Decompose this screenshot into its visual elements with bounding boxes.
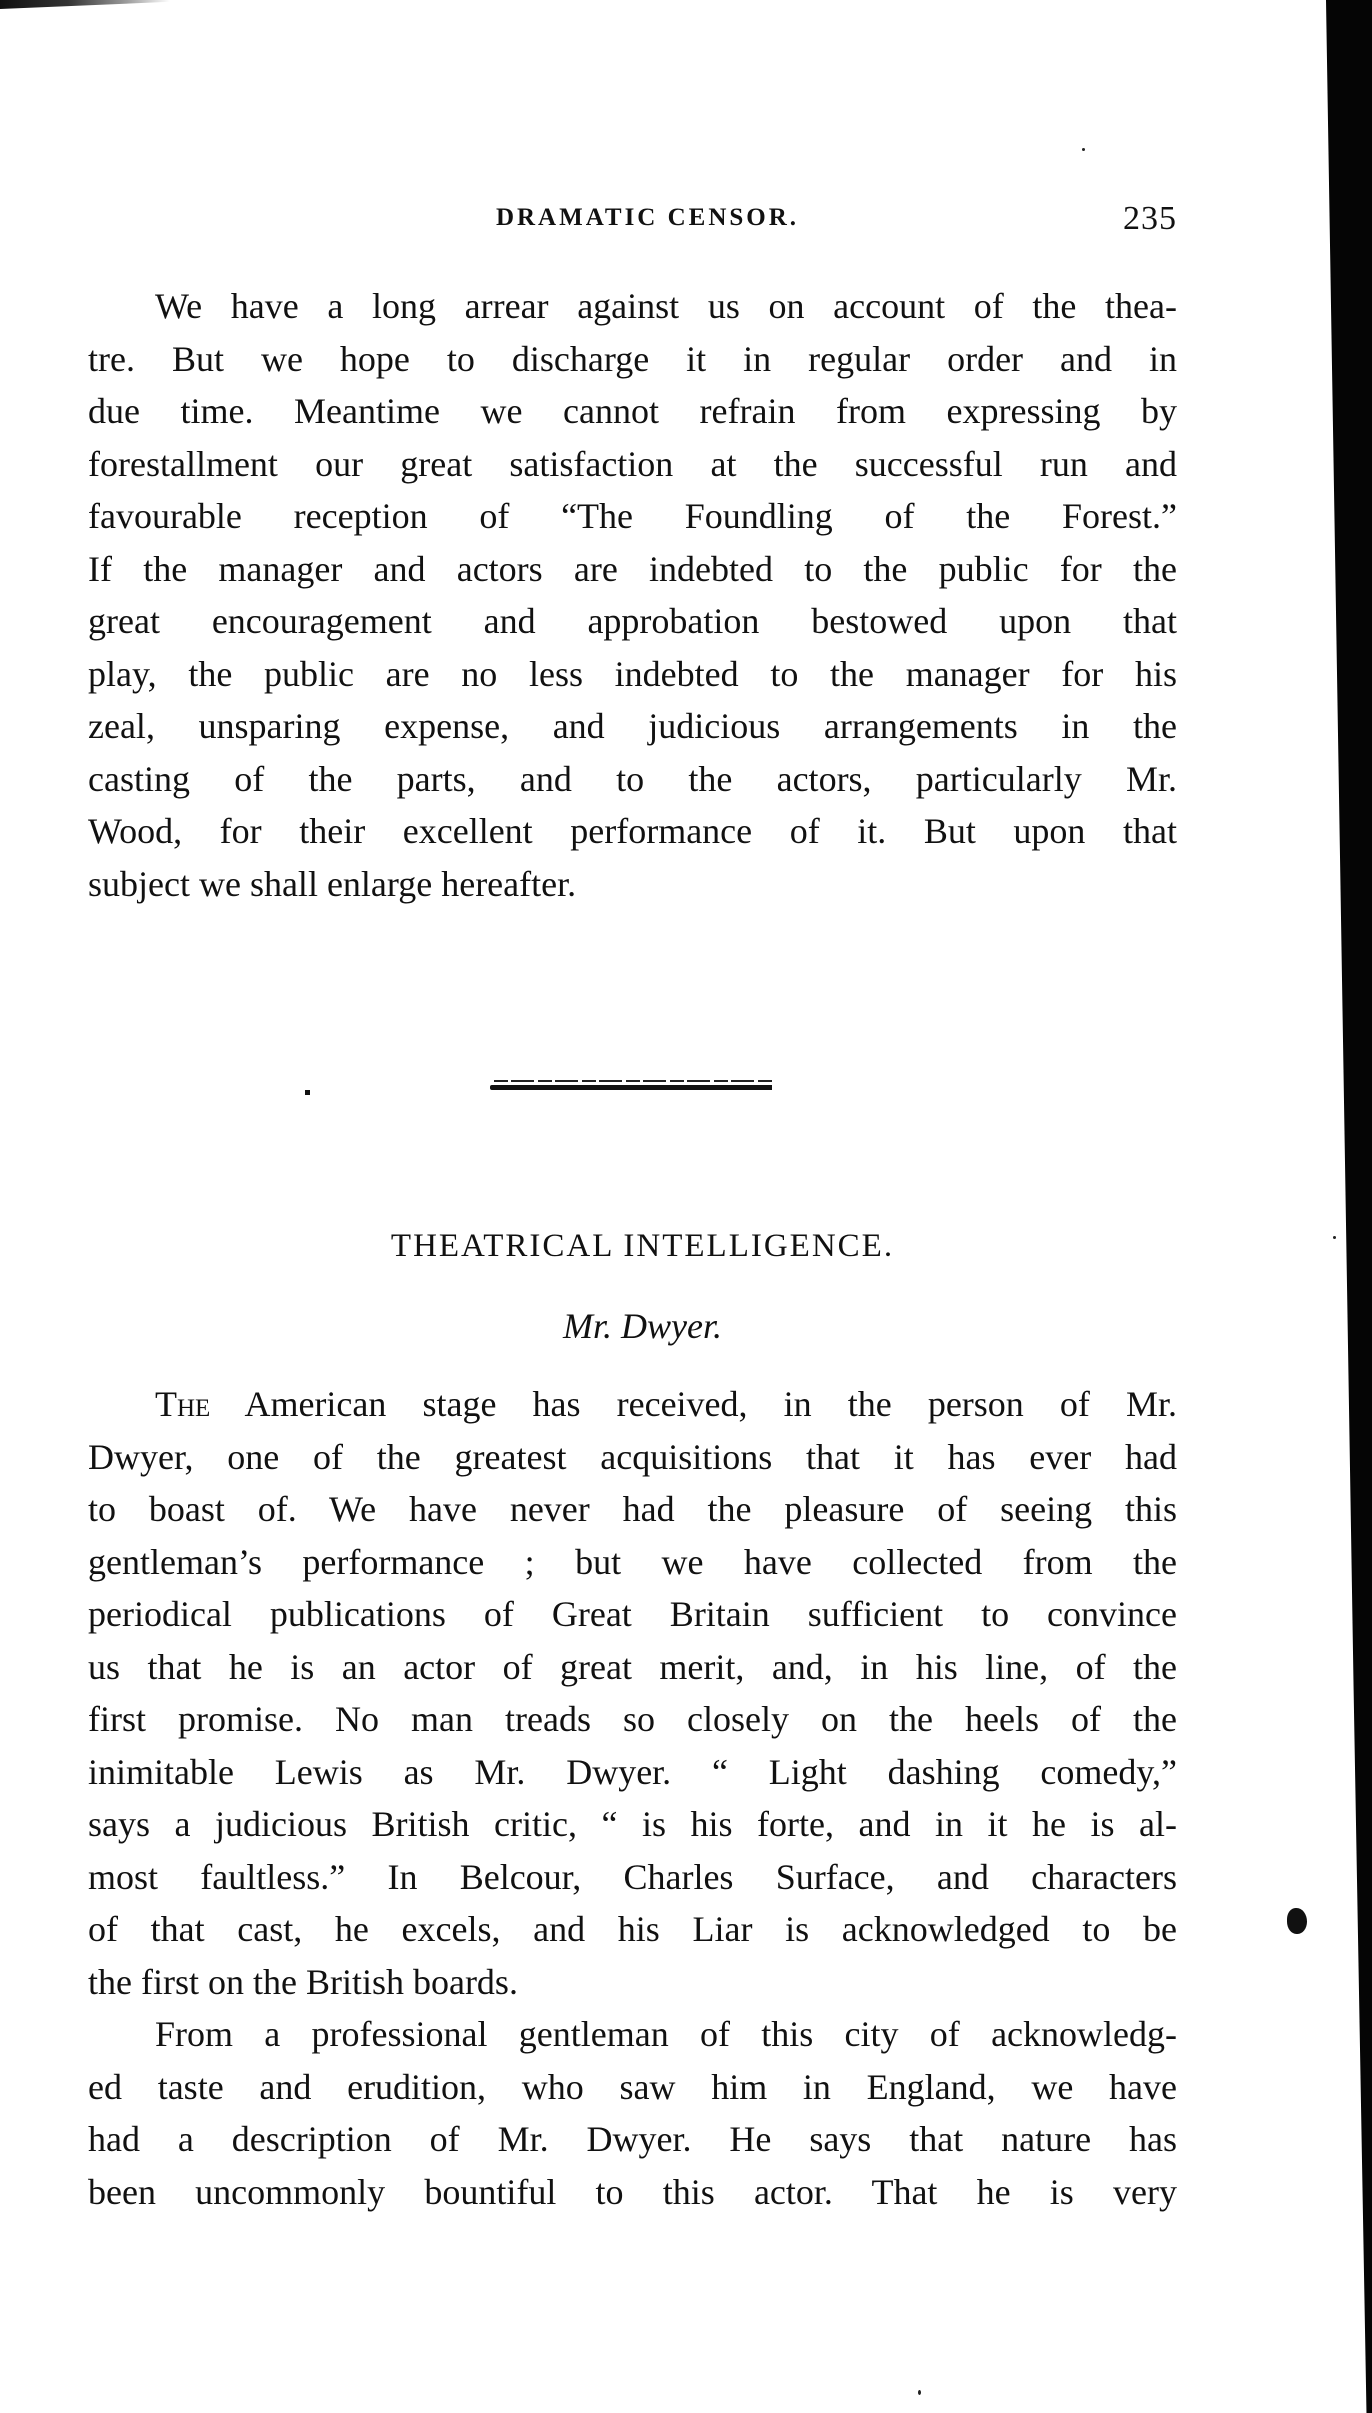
text-line: Dwyer, one of the greatest acquisitions that it has ever had	[88, 1436, 1177, 1477]
text-line: zeal, unsparing expense, and judicious arrangements in the	[88, 706, 1177, 746]
ornamental-rule-thin-line	[494, 1080, 772, 1082]
scan-edge-shadow	[0, 0, 170, 9]
running-title: DRAMATIC CENSOR.	[495, 204, 800, 231]
text-line: says a judicious British critic, “ is his forte, and in it he is al-	[88, 1804, 1177, 1844]
text-line	[88, 1378, 1177, 1431]
page-number: 235	[1123, 200, 1177, 237]
scan-speck	[1082, 148, 1085, 151]
text-line: forestallment our great satisfaction at the successful run and	[88, 443, 1177, 484]
text-line: ed taste and erudition, who saw him in England, we have	[88, 2066, 1177, 2107]
scan-speck	[1333, 1236, 1336, 1239]
text-line: We have a long arrear against us on account of the thea-	[155, 286, 1177, 326]
text-line: great encouragement and approbation bestowed upon that	[88, 601, 1177, 641]
paragraph-professional-gentleman	[88, 2008, 1177, 2218]
first-line-text: American stage has received, in the person of Mr.	[210, 1384, 1177, 1424]
text-line: favourable reception of “The Foundling of the Forest.”	[88, 496, 1177, 536]
text-line: first promise. No man treads so closely on the heels of the	[88, 1699, 1177, 1739]
text-line: If the manager and actors are indebted to the public for the	[88, 548, 1177, 589]
text-line: From a professional gentleman of this city of acknowledg-	[155, 2014, 1177, 2054]
text-line: subject we shall enlarge hereafter.	[88, 863, 577, 904]
paragraph-american-stage	[88, 1378, 1177, 2008]
text-line: of that cast, he excels, and his Liar is acknowledged to be	[88, 1909, 1177, 1949]
ornamental-rule	[490, 1078, 772, 1094]
section-subheading: Mr. Dwyer.	[563, 1306, 722, 1346]
text-line: to boast of. We have never had the pleasure of seeing this	[88, 1489, 1177, 1529]
running-header	[88, 200, 1177, 240]
text-line: inimitable Lewis as Mr. Dwyer. “ Light dashing comedy,”	[88, 1751, 1177, 1792]
ornament-dot	[305, 1090, 310, 1095]
text-line: due time. Meantime we cannot refrain from expressing by	[88, 391, 1177, 431]
text-line: us that he is an actor of great merit, and, in his line, of the	[88, 1646, 1177, 1687]
scan-speck	[918, 2390, 921, 2395]
drop-word-smallcaps: The	[155, 1384, 211, 1424]
text-line: most faultless.” In Belcour, Charles Surface, and characters	[88, 1856, 1177, 1897]
section-body-dwyer	[88, 1378, 1177, 2218]
text-line: been uncommonly bountiful to this actor. That he is very	[88, 2171, 1177, 2212]
text-line: periodical publications of Great Britain sufficient to convince	[88, 1594, 1177, 1634]
text-line: tre. But we hope to discharge it in regular order and in	[88, 338, 1177, 379]
section-heading: THEATRICAL INTELLIGENCE.	[390, 1228, 895, 1264]
text-line: casting of the parts, and to the actors, particularly Mr.	[88, 758, 1177, 799]
ink-blot	[1287, 1908, 1307, 1934]
text-line: play, the public are no less indebted to the manager for his	[88, 653, 1177, 694]
text-line: the first on the British boards.	[88, 1961, 518, 2002]
ornamental-rule-thick-line	[490, 1085, 772, 1090]
text-line: Wood, for their excellent performance of it. But upon that	[88, 811, 1177, 851]
text-line: gentleman’s performance ; but we have collected from the	[88, 1541, 1177, 1582]
text-line: had a description of Mr. Dwyer. He says that nature has	[88, 2119, 1177, 2159]
paragraph-arrear	[88, 280, 1177, 910]
scan-binding-edge	[1326, 0, 1372, 2413]
